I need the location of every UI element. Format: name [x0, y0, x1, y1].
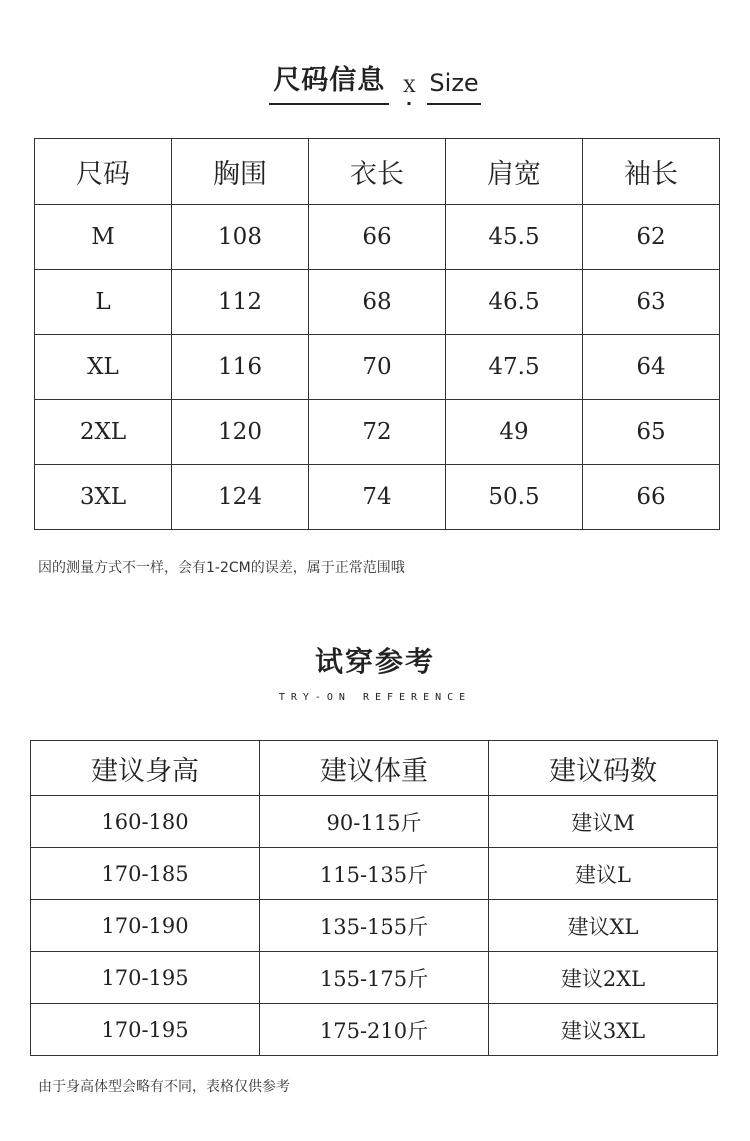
table-cell: 170-195 [31, 1004, 260, 1056]
table-row [35, 465, 720, 530]
table-cell: 170-190 [31, 900, 260, 952]
size-info-title-en: Size [427, 69, 480, 105]
table-cell: 66 [583, 465, 720, 530]
table-row [35, 335, 720, 400]
table-cell: 64 [583, 335, 720, 400]
header-shoulder: 肩宽 [446, 139, 583, 205]
table-cell: 49 [446, 400, 583, 465]
size-info-title [0, 58, 750, 105]
size-table-header-row [35, 139, 720, 205]
table-cell: 108 [172, 205, 309, 270]
reference-disclaimer: 由于身高体型会略有不同，表格仅供参考 [38, 1079, 290, 1095]
table-cell: 47.5 [446, 335, 583, 400]
table-row [35, 205, 720, 270]
table-row [31, 1004, 718, 1056]
fit-reference-table [30, 740, 718, 1056]
table-cell: 74 [309, 465, 446, 530]
table-cell: 50.5 [446, 465, 583, 530]
fit-reference-title: 试穿参考 [314, 645, 435, 678]
table-cell: 170-195 [31, 952, 260, 1004]
table-cell: 建议L [489, 848, 718, 900]
measurement-note: 因的测量方式不一样，会有1-2CM的误差，属于正常范围哦 [38, 560, 405, 576]
table-row [35, 400, 720, 465]
table-cell: 建议3XL [489, 1004, 718, 1056]
table-row [31, 952, 718, 1004]
table-cell: 3XL [35, 465, 172, 530]
fit-reference-subtitle: TRY-ON REFERENCE [278, 692, 472, 703]
fit-table-header-row [31, 741, 718, 796]
header-weight: 建议体重 [260, 741, 489, 796]
table-cell: M [35, 205, 172, 270]
table-cell: 62 [583, 205, 720, 270]
header-size: 尺码 [35, 139, 172, 205]
table-cell: 160-180 [31, 796, 260, 848]
table-cell: 135-155斤 [260, 900, 489, 952]
table-cell: 170-185 [31, 848, 260, 900]
table-cell: 46.5 [446, 270, 583, 335]
table-cell: 116 [172, 335, 309, 400]
table-row [31, 796, 718, 848]
table-cell: 155-175斤 [260, 952, 489, 1004]
table-cell: 建议XL [489, 900, 718, 952]
header-height: 建议身高 [31, 741, 260, 796]
table-cell: 45.5 [446, 205, 583, 270]
header-sleeve: 袖长 [583, 139, 720, 205]
table-cell: 65 [583, 400, 720, 465]
header-recommended-size: 建议码数 [489, 741, 718, 796]
table-cell: 68 [309, 270, 446, 335]
table-row [35, 270, 720, 335]
table-cell: 120 [172, 400, 309, 465]
table-row [31, 900, 718, 952]
header-chest: 胸围 [172, 139, 309, 205]
header-length: 衣长 [309, 139, 446, 205]
table-cell: 66 [309, 205, 446, 270]
table-cell: L [35, 270, 172, 335]
table-cell: 63 [583, 270, 720, 335]
table-cell: 70 [309, 335, 446, 400]
table-cell: 115-135斤 [260, 848, 489, 900]
table-cell: 90-115斤 [260, 796, 489, 848]
table-cell: 2XL [35, 400, 172, 465]
table-cell: 124 [172, 465, 309, 530]
table-cell: 建议M [489, 796, 718, 848]
table-cell: 112 [172, 270, 309, 335]
table-cell: 建议2XL [489, 952, 718, 1004]
size-table [34, 138, 720, 530]
title-separator-x: X [403, 77, 415, 105]
table-row [31, 848, 718, 900]
size-info-title-cn: 尺码信息 [269, 58, 389, 105]
table-cell: 175-210斤 [260, 1004, 489, 1056]
table-cell: 72 [309, 400, 446, 465]
table-cell: XL [35, 335, 172, 400]
